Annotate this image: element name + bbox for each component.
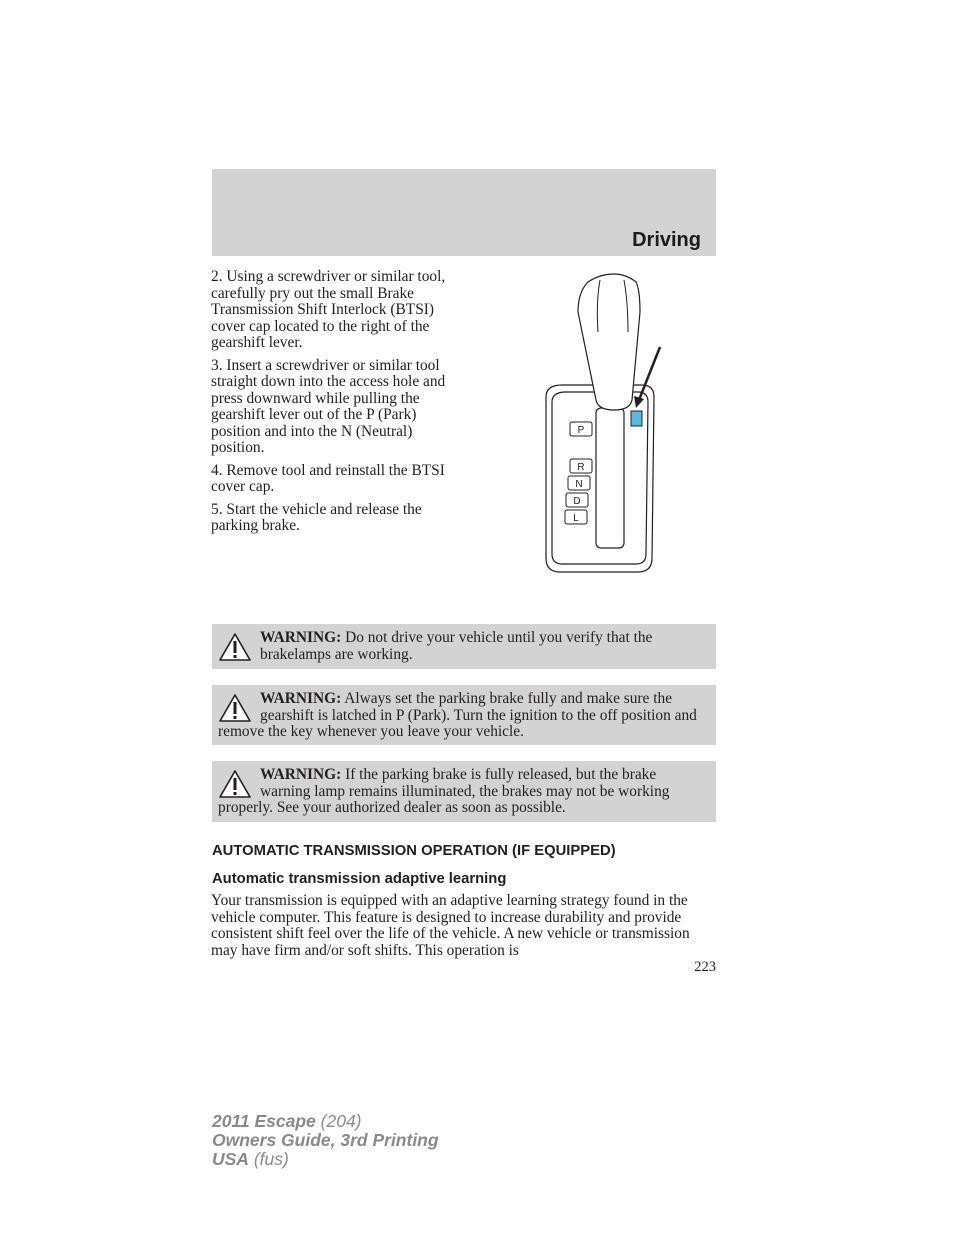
gear-label-p: P [577,425,585,436]
gear-label-d: D [573,496,581,507]
section-title: Driving [632,229,701,251]
section-heading: AUTOMATIC TRANSMISSION OPERATION (IF EQUIPPED) [212,843,616,859]
footer-line-market [212,1150,439,1169]
section-header-band [212,169,716,256]
warning-triangle-icon [218,632,252,662]
pointer-arrow-line [639,347,660,400]
warning-text [218,767,706,817]
warning-label: WARNING: [260,690,342,707]
gearshift-lever [578,274,640,410]
warning-triangle-icon [218,769,252,799]
subsection-heading: Automatic transmission adaptive learning [212,871,507,887]
footer-model: 2011 Escape [212,1111,316,1131]
warning-box-brakelamps [212,624,716,669]
pointer-arrow-head [634,396,644,408]
warning-triangle-icon [218,693,252,723]
warning-label: WARNING: [260,629,342,646]
footer-model-code: (204) [315,1111,362,1131]
warning-message: Do not drive your vehicle until you verify that the brakelamps are working. [260,629,653,663]
step-5: 5. Start the vehicle and release the parking brake. [211,500,422,534]
page-number: 223 [694,959,716,975]
warning-box-parking-brake [212,685,716,745]
warning-text [218,691,706,741]
warning-label: WARNING: [260,766,342,783]
gear-label-l: L [573,513,579,524]
footer-market: USA [212,1149,249,1169]
document-footer [212,1112,439,1169]
footer-guide: Owners Guide, 3rd Printing [212,1130,439,1150]
footer-line-guide [212,1131,439,1150]
step-4: 4. Remove tool and reinstall the BTSI cover cap. [211,461,445,495]
gear-label-n: N [575,479,583,490]
shift-gate-slot [596,408,624,548]
step-3: 3. Insert a screwdriver or similar tool straight down into the access hole and press downward while pulling the gearshift lever out of the P (Park) position and into the N (Neutral) position. [211,356,446,456]
body-paragraph: Your transmission is equipped with an adaptive learning strategy found in the vehicle computer. This feature is designed to increase durability and provide consistent shift feel over the life of the vehicle. A new vehicle or transmission may have firm and/or soft shifts. This operation is [211,892,690,959]
footer-market-code: (fus) [248,1149,289,1169]
warning-message: If the parking brake is fully released, but the brake warning lamp remains illuminated, the brakes may not be working properly. See your authorized dealer as soon as possible. [218,766,670,816]
warning-message: Always set the parking brake fully and make sure the gearshift is latched in P (Park). Turn the ignition to the off position and remove the key whenever you leave your vehicle. [218,690,697,740]
btsi-cover-cap [631,411,642,426]
footer-line-model [212,1112,439,1131]
instruction-steps [211,269,466,541]
gearshift-diagram [538,272,668,578]
warning-box-brake-warning-lamp [212,761,716,822]
warning-text [218,630,706,663]
gear-label-r: R [577,462,585,473]
step-2: 2. Using a screwdriver or similar tool, carefully pry out the small Brake Transmission Shift Interlock (BTSI) cover cap located to the right of the gearshift lever. [211,268,446,351]
gearshift-illustration [538,272,668,578]
